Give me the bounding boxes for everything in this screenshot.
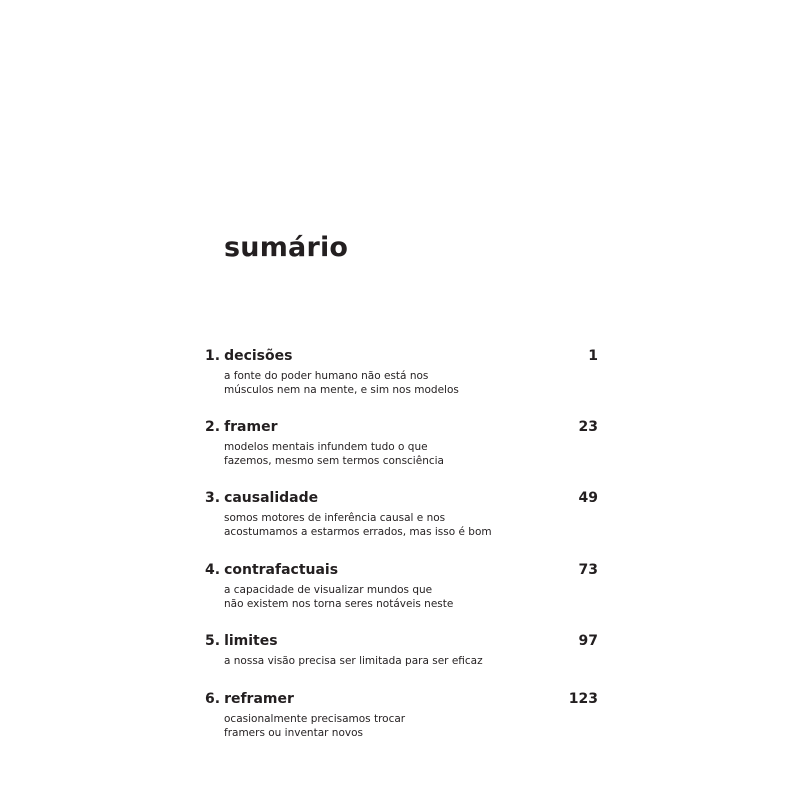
toc-entry-heading <box>205 630 598 652</box>
chapter-description <box>224 511 524 539</box>
chapter-number: 1. <box>205 348 221 364</box>
chapter-title[interactable]: limites <box>224 633 278 649</box>
description-line: a fonte do poder humano não está nos <box>224 370 429 382</box>
toc-entry-heading <box>205 688 598 710</box>
toc-entry-heading <box>205 416 598 438</box>
page-number[interactable]: 123 <box>568 691 598 707</box>
page-number[interactable]: 73 <box>578 562 598 578</box>
page-title: sumário <box>224 232 349 263</box>
chapter-number: 5. <box>205 633 221 649</box>
toc-entry-heading <box>205 345 598 367</box>
chapter-description <box>224 583 524 611</box>
toc-entry-3[interactable] <box>205 487 598 539</box>
description-line: ocasionalmente precisamos trocar <box>224 713 406 725</box>
chapter-title[interactable]: contrafactuais <box>224 562 339 578</box>
description-line: não existem nos torna seres notáveis neste <box>224 598 454 610</box>
page-number[interactable]: 49 <box>578 490 598 506</box>
page-number[interactable]: 1 <box>588 348 598 364</box>
chapter-title[interactable]: reframer <box>224 691 294 707</box>
description-line: somos motores de inferência causal e nos <box>224 512 446 524</box>
chapter-number: 4. <box>205 562 221 578</box>
description-line: modelos mentais infundem tudo o que <box>224 441 428 453</box>
description-line: fazemos, mesmo sem termos consciência <box>224 455 444 467</box>
toc-entry-heading <box>205 487 598 509</box>
chapter-number: 3. <box>205 490 221 506</box>
description-line: a capacidade de visualizar mundos que <box>224 584 433 596</box>
toc-entry-1[interactable] <box>205 345 598 397</box>
chapter-title[interactable]: decisões <box>224 348 293 364</box>
chapter-description <box>224 440 524 468</box>
toc-entry-6[interactable] <box>205 688 598 740</box>
toc-entry-4[interactable] <box>205 559 598 611</box>
description-line: músculos nem na mente, e sim nos modelos <box>224 384 459 396</box>
page-number[interactable]: 23 <box>578 419 598 435</box>
chapter-description <box>224 712 524 740</box>
description-line: acostumamos a estarmos errados, mas isso é bom <box>224 526 492 538</box>
description-line: a nossa visão precisa ser limitada para ser eficaz <box>224 655 483 667</box>
chapter-description <box>224 654 524 668</box>
toc-entry-5[interactable] <box>205 630 598 668</box>
toc-entry-heading <box>205 559 598 581</box>
chapter-title[interactable]: framer <box>224 419 278 435</box>
chapter-description <box>224 369 524 397</box>
description-line: framers ou inventar novos <box>224 727 363 739</box>
chapter-number: 6. <box>205 691 221 707</box>
chapter-title[interactable]: causalidade <box>224 490 319 506</box>
toc-entry-2[interactable] <box>205 416 598 468</box>
page-number[interactable]: 97 <box>578 633 598 649</box>
chapter-number: 2. <box>205 419 221 435</box>
